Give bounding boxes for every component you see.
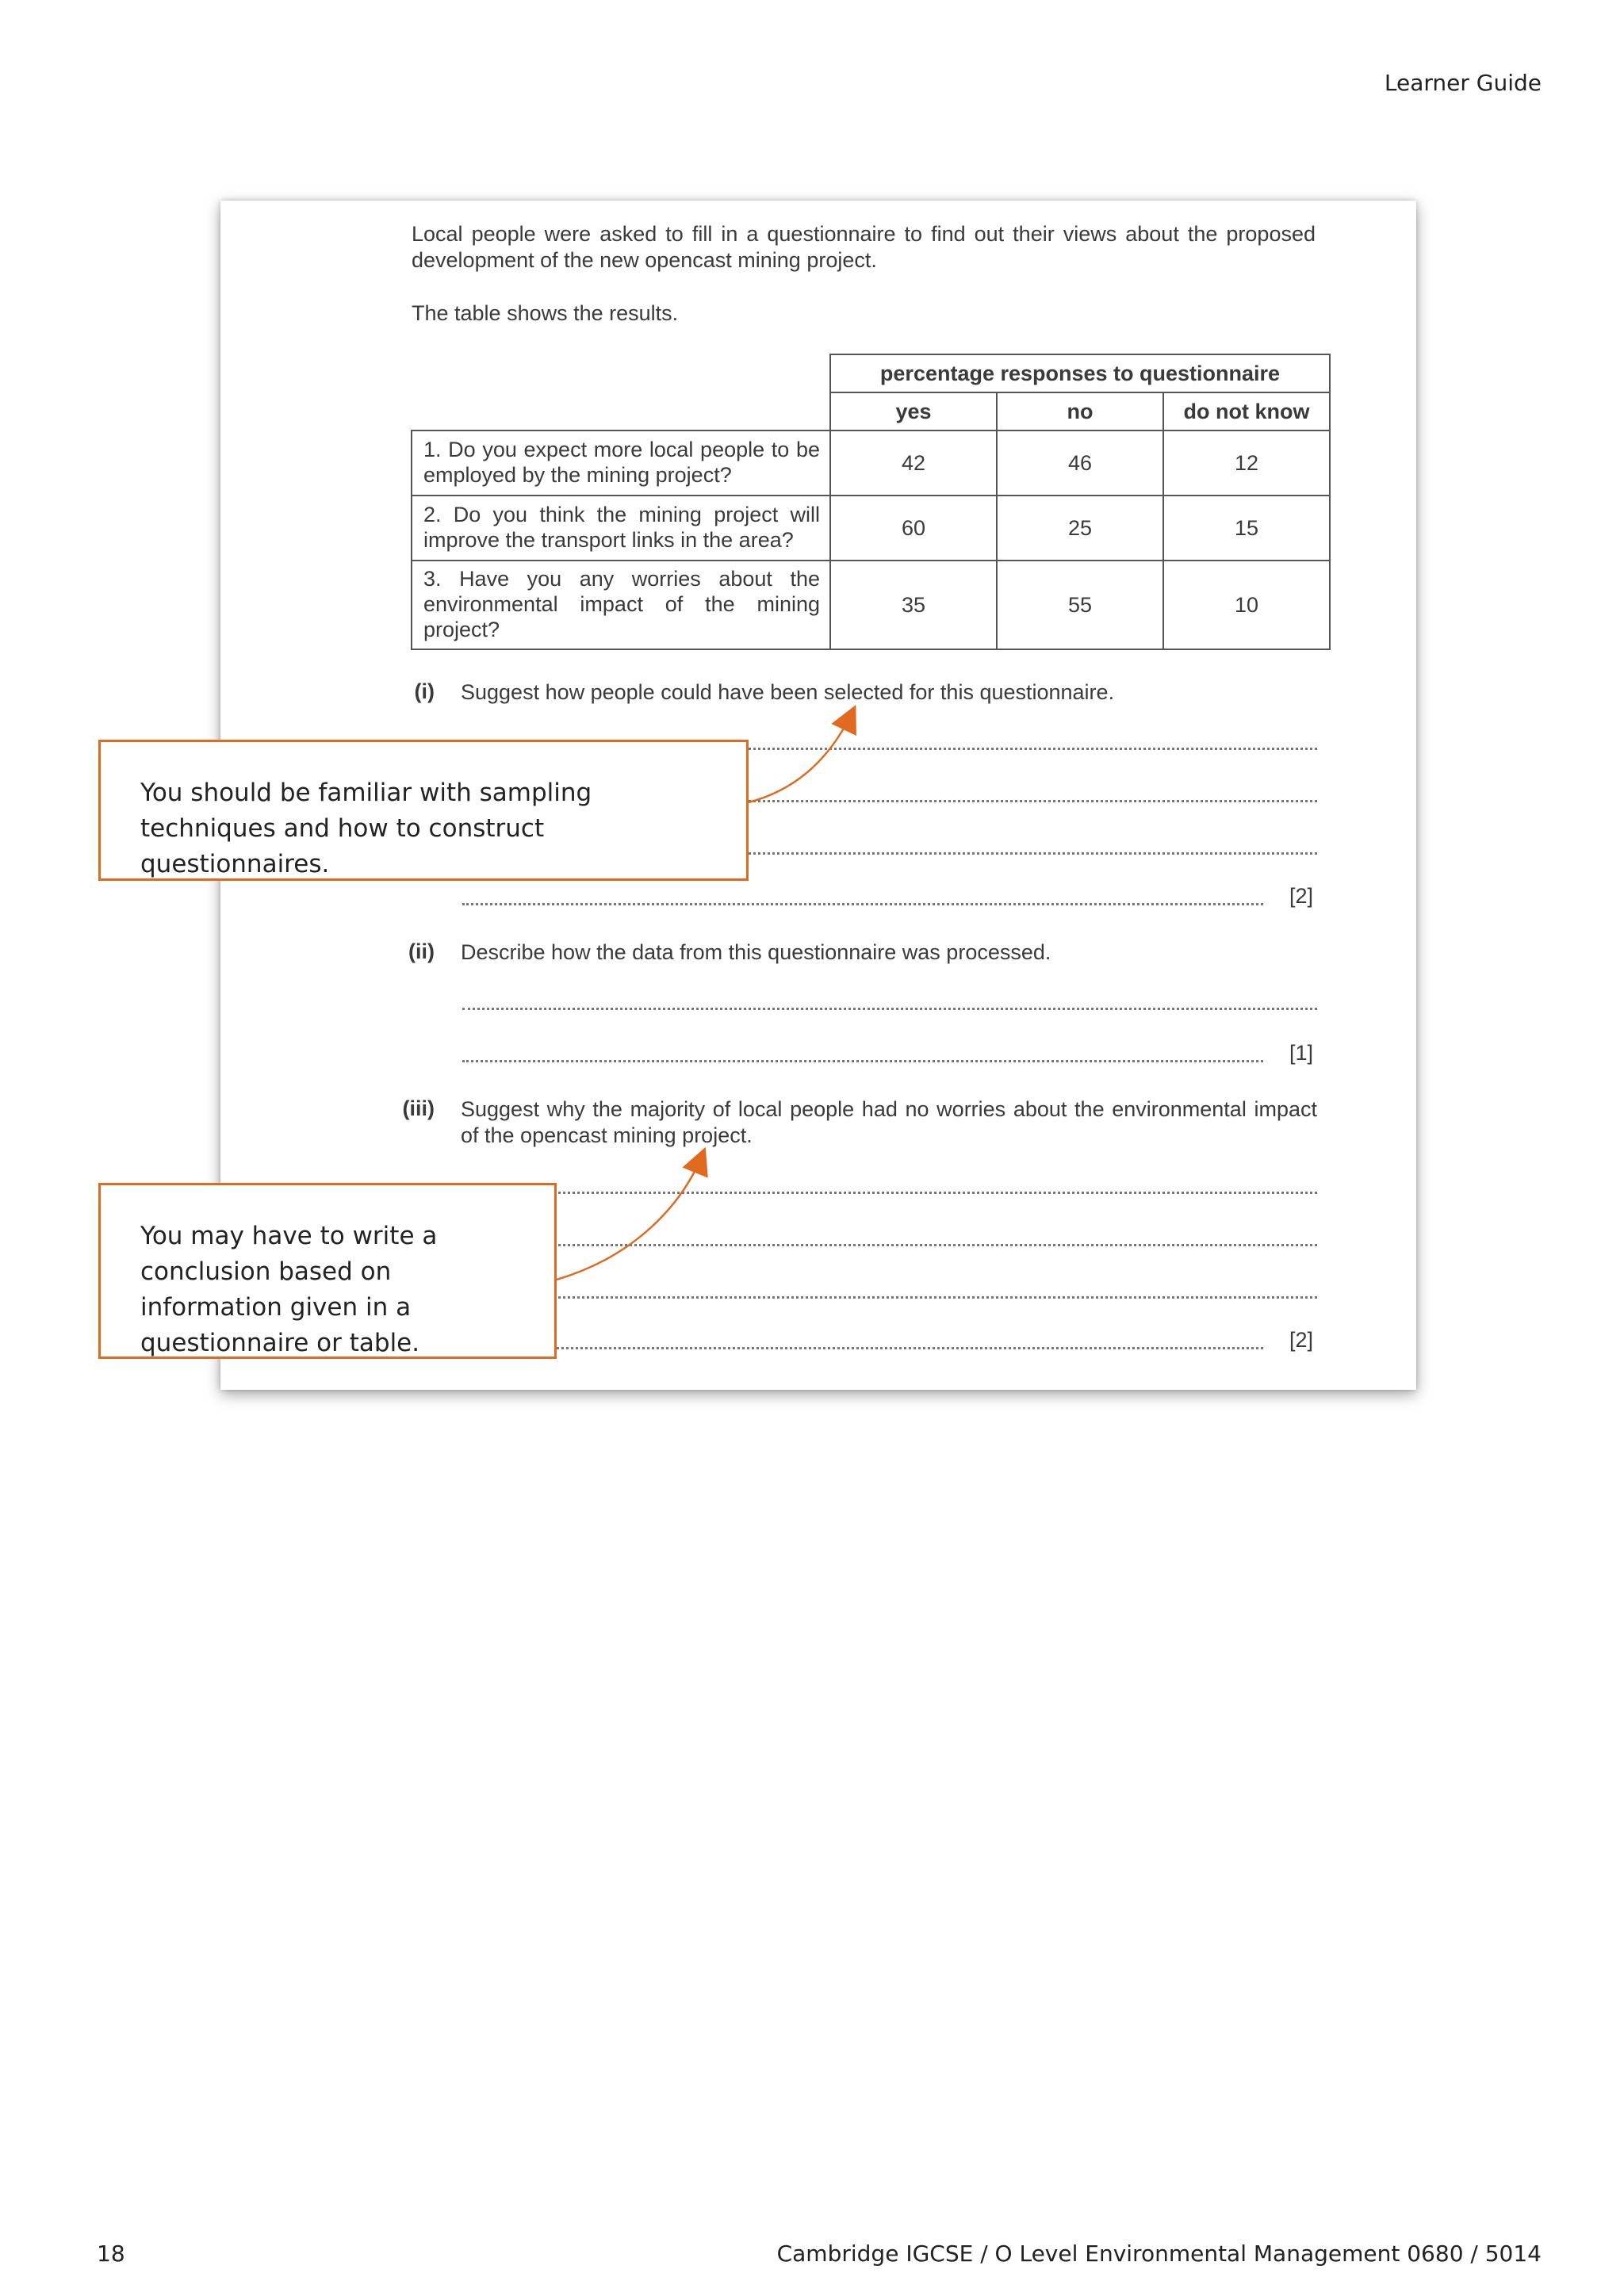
row-value-yes: 42 xyxy=(830,430,997,496)
results-table xyxy=(411,354,1331,650)
answer-line[interactable] xyxy=(462,1008,1317,1010)
table-row xyxy=(412,496,1330,561)
row-question: 3. Have you any worries about the environmental impact of the mining project? xyxy=(412,561,830,649)
question-text: Describe how the data from this questionnaire was processed. xyxy=(461,940,1051,964)
row-value-yes: 60 xyxy=(830,496,997,561)
question-marks: [2] xyxy=(1289,884,1314,908)
answer-line[interactable] xyxy=(462,903,1263,905)
row-value-do-not-know: 12 xyxy=(1163,430,1330,496)
question-number: (i) xyxy=(414,679,435,703)
row-value-no: 46 xyxy=(997,430,1163,496)
row-value-no: 55 xyxy=(997,561,1163,649)
row-value-do-not-know: 10 xyxy=(1163,561,1330,649)
table-main-header: percentage responses to questionnaire xyxy=(830,354,1330,392)
question-number: (iii) xyxy=(402,1096,435,1120)
row-value-do-not-know: 15 xyxy=(1163,496,1330,561)
callout-conclusion: You may have to write a conclusion based on information given in a questionnaire or table. xyxy=(98,1183,557,1359)
question-marks: [1] xyxy=(1289,1041,1314,1065)
row-question: 2. Do you think the mining project will improve the transport links in the area? xyxy=(412,496,830,561)
table-caption: The table shows the results. xyxy=(412,301,679,325)
column-header-no: no xyxy=(997,392,1163,430)
exam-intro: Local people were asked to fill in a questionnaire to find out their views about the proposed development of the new opencast mining project. xyxy=(412,222,1316,272)
page-number: 18 xyxy=(97,2241,125,2267)
callout-sampling: You should be familiar with sampling techniques and how to construct questionnaires. xyxy=(98,740,749,881)
question-text: Suggest how people could have been selected for this questionnaire. xyxy=(461,680,1115,704)
answer-line[interactable] xyxy=(462,1192,1317,1194)
answer-line[interactable] xyxy=(462,1060,1263,1062)
table-corner xyxy=(412,354,830,430)
table-row xyxy=(412,561,1330,649)
question-number: (ii) xyxy=(408,939,435,963)
question-marks: [2] xyxy=(1289,1328,1314,1352)
column-header-yes: yes xyxy=(830,392,997,430)
row-value-yes: 35 xyxy=(830,561,997,649)
column-header-do-not-know: do not know xyxy=(1163,392,1330,430)
question-text: Suggest why the majority of local people had no worries about the environmental impact of the opencast mining project. xyxy=(461,1097,1317,1147)
page-header-title: Learner Guide xyxy=(1384,70,1542,96)
row-value-no: 25 xyxy=(997,496,1163,561)
table-row xyxy=(412,430,1330,496)
footer-publication: Cambridge IGCSE / O Level Environmental Management 0680 / 5014 xyxy=(776,2241,1542,2267)
row-question: 1. Do you expect more local people to be employed by the mining project? xyxy=(412,430,830,496)
answer-line[interactable] xyxy=(462,1296,1317,1299)
answer-line[interactable] xyxy=(462,1244,1317,1246)
answer-line[interactable] xyxy=(462,1347,1263,1349)
